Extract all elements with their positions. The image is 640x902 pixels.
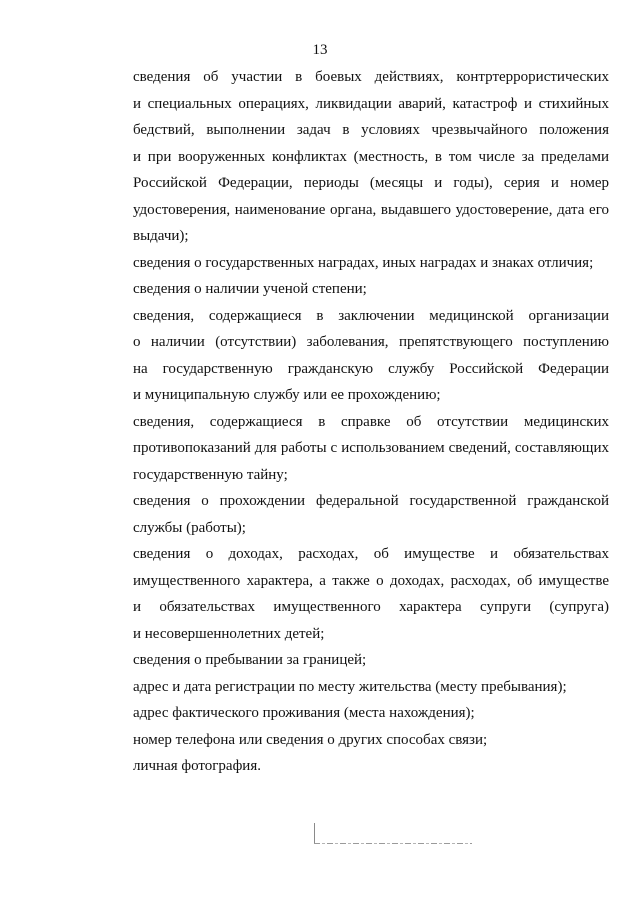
stamp-edge-line (314, 823, 315, 843)
text-line: сведения о доходах, расходах, об имуществе и обязательствах (133, 546, 609, 562)
text-line: и несовершеннолетних детей; (133, 625, 325, 642)
paragraph-combat-participation (96, 64, 609, 250)
text-line: о наличии (отсутствии) заболевания, препятствующего поступлению (133, 334, 609, 350)
paragraph-registration-address (96, 674, 609, 701)
paragraph-actual-address (96, 700, 609, 727)
text-line: и муниципальную службу или ее прохождению; (133, 387, 441, 403)
text-line: Российской Федерации, периоды (месяцы и годы), серия и номер (133, 175, 609, 191)
paragraph-medical-certificate (96, 409, 609, 489)
paragraph-academic-degree (96, 276, 609, 303)
paragraph-stay-abroad (96, 647, 609, 674)
paragraph-income-property (96, 541, 609, 647)
text-line: сведения о государственных наградах, иных наградах и знаках отличия; (133, 254, 594, 271)
text-line: и обязательствах имущественного характера супруги (супруга) (133, 599, 609, 615)
text-line: сведения, содержащиеся в заключении медицинской организации (133, 307, 609, 324)
text-line: службы (работы); (133, 519, 246, 536)
text-line: имущественного характера, а также о доходах, расходах, об имуществе (133, 572, 609, 589)
text-line: личная фотография. (133, 758, 261, 774)
text-line: адрес фактического проживания (места нахождения); (133, 705, 475, 721)
paragraph-photo (96, 753, 609, 780)
document-body (96, 64, 609, 780)
text-line: сведения о прохождении федеральной государственной гражданской (133, 493, 609, 509)
text-line: и специальных операциях, ликвидации аварий, катастроф и стихийных (133, 95, 609, 112)
text-line: адрес и дата регистрации по месту жительства (месту пребывания); (133, 678, 567, 695)
text-line: удостоверения, наименование органа, выдавшего удостоверение, дата его (133, 201, 609, 218)
page-number: 13 (312, 42, 328, 58)
text-line: и при вооруженных конфликтах (местность, в том числе за пределами (133, 148, 609, 165)
text-line: на государственную гражданскую службу Российской Федерации (133, 360, 609, 377)
paragraph-phone-contacts (96, 727, 609, 754)
stamp-bottom-line (314, 843, 472, 844)
paragraph-medical-conclusion (96, 303, 609, 409)
text-line: сведения о пребывании за границей; (133, 652, 367, 668)
text-line: номер телефона или сведения о других способах связи; (133, 731, 488, 748)
text-line: государственную тайну; (133, 466, 288, 483)
scan-stamp-mark (312, 823, 474, 849)
text-line: сведения об участии в боевых действиях, контртеррористических (133, 69, 609, 85)
paragraph-state-awards (96, 250, 609, 277)
paragraph-civil-service (96, 488, 609, 541)
text-line: выдачи); (133, 228, 189, 244)
text-line: сведения о наличии ученой степени; (133, 281, 367, 297)
text-line: противопоказаний для работы с использованием сведений, составляющих (133, 440, 609, 456)
text-line: бедствий, выполнении задач в условиях чрезвычайного положения (133, 122, 609, 138)
text-line: сведения, содержащиеся в справке об отсутствии медицинских (133, 413, 609, 430)
